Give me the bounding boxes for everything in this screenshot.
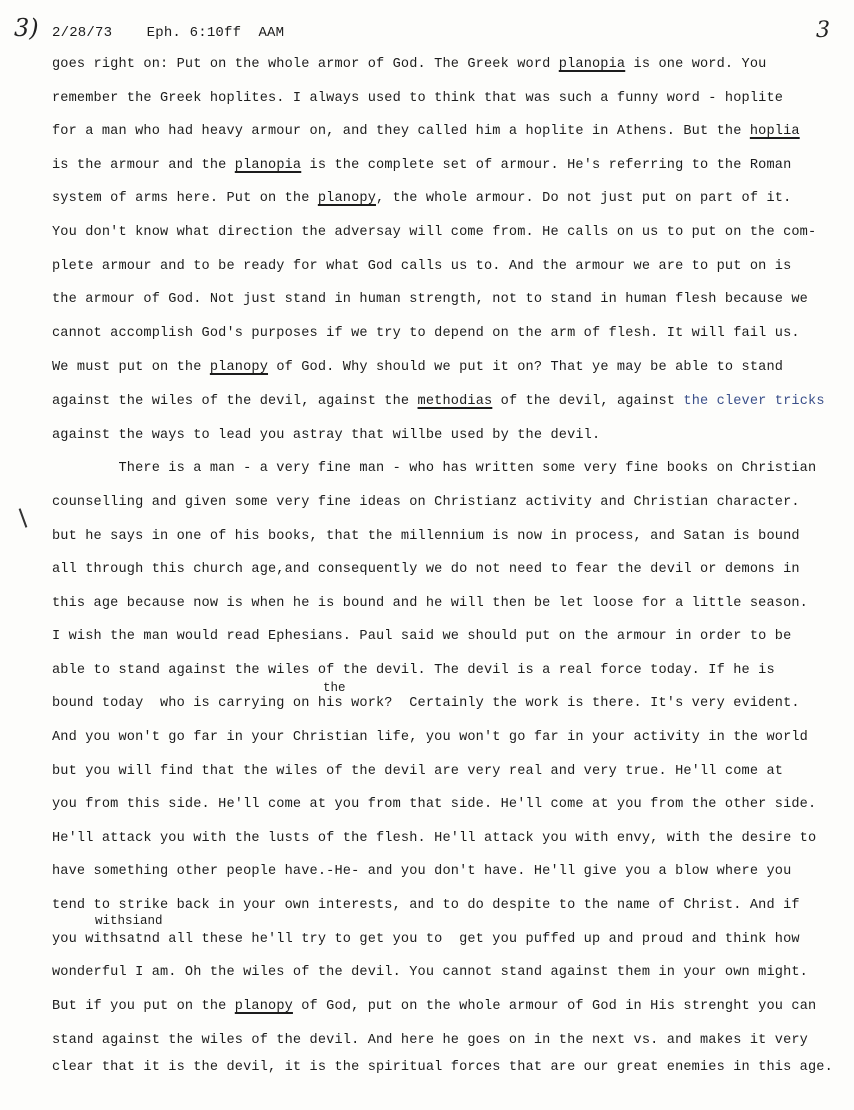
- text-line: is the armour and the planopia is the complete set of armour. He's referring to the Roman: [52, 158, 792, 173]
- text-line: you withsatnd all these he'll try to get you to get you puffed up and proud and think how: [52, 932, 800, 947]
- text-line: tend to strike back in your own interests, and to do despite to the name of Christ. And if: [52, 898, 800, 913]
- text-line: wonderful I am. Oh the wiles of the devil. You cannot stand against them in your own might.: [52, 965, 808, 980]
- text-line: goes right on: Put on the whole armor of God. The Greek word planopia is one word. You: [52, 57, 767, 72]
- inserted-word-the: the: [323, 681, 346, 695]
- text-line: We must put on the planopy of God. Why should we put it on? That ye may be able to stand: [52, 360, 784, 375]
- text-line: for a man who had heavy armour on, and they called him a hoplite in Athens. But the hoplia: [52, 124, 800, 139]
- text-line: clear that it is the devil, it is the spiritual forces that are our great enemies in this age.: [52, 1060, 833, 1075]
- handwritten-page-number-left: 3): [14, 14, 39, 42]
- text-line: He'll attack you with the lusts of the flesh. He'll attack you with envy, with the desire to: [52, 831, 817, 846]
- text-line: bound today who is carrying on his work? Certainly the work is there. It's very evident.: [52, 696, 800, 711]
- text-line: the armour of God. Not just stand in human strength, not to stand in human flesh because we: [52, 292, 808, 307]
- text-line: but he says in one of his books, that the millennium is now in process, and Satan is bound: [52, 529, 800, 544]
- document-header: [52, 25, 284, 41]
- text-line: counselling and given some very fine ideas on Christianz activity and Christian character.: [52, 495, 800, 510]
- text-line: against the ways to lead you astray that willbe used by the devil.: [52, 428, 601, 443]
- text-line: against the wiles of the devil, against the methodias of the devil, against the clever tricks: [52, 394, 825, 409]
- inserted-word-withstand: withsiand: [95, 914, 163, 928]
- handwritten-page-number-right: 3: [816, 18, 830, 43]
- text-line: stand against the wiles of the devil. And here he goes on in the next vs. and makes it very: [52, 1033, 808, 1048]
- text-line: cannot accomplish God's purposes if we try to depend on the arm of flesh. It will fail us.: [52, 326, 800, 341]
- text-line: able to stand against the wiles of the devil. The devil is a real force today. If he is: [52, 663, 775, 678]
- text-line: have something other people have.-He- and you don't have. He'll give you a blow where you: [52, 864, 792, 879]
- text-line: but you will find that the wiles of the devil are very real and very true. He'll come at: [52, 764, 784, 779]
- header-session: AAM: [258, 25, 285, 41]
- text-line: all through this church age,and consequently we do not need to fear the devil or demons in: [52, 562, 800, 577]
- text-line: I wish the man would read Ephesians. Paul said we should put on the armour in order to be: [52, 629, 792, 644]
- text-line: There is a man - a very fine man - who has written some very fine books on Christian: [52, 461, 817, 476]
- header-date: 2/28/73: [52, 25, 113, 41]
- text-line: remember the Greek hoplites. I always used to think that was such a funny word - hoplite: [52, 91, 784, 106]
- text-line: system of arms here. Put on the planopy, the whole armour. Do not just put on part of it.: [52, 191, 792, 206]
- text-line: plete armour and to be ready for what God calls us to. And the armour we are to put on is: [52, 259, 792, 274]
- text-line: you from this side. He'll come at you from that side. He'll come at you from the other side.: [52, 797, 817, 812]
- text-line: But if you put on the planopy of God, put on the whole armour of God in His strenght you can: [52, 999, 817, 1014]
- text-line: this age because now is when he is bound and he will then be let loose for a little season.: [52, 596, 808, 611]
- text-line: And you won't go far in your Christian life, you won't go far in your activity in the world: [52, 730, 808, 745]
- text-line: You don't know what direction the adversay will come from. He calls on us to put on the com-: [52, 225, 817, 240]
- header-reference: Eph. 6:10ff: [146, 25, 242, 41]
- margin-mark: [19, 508, 28, 527]
